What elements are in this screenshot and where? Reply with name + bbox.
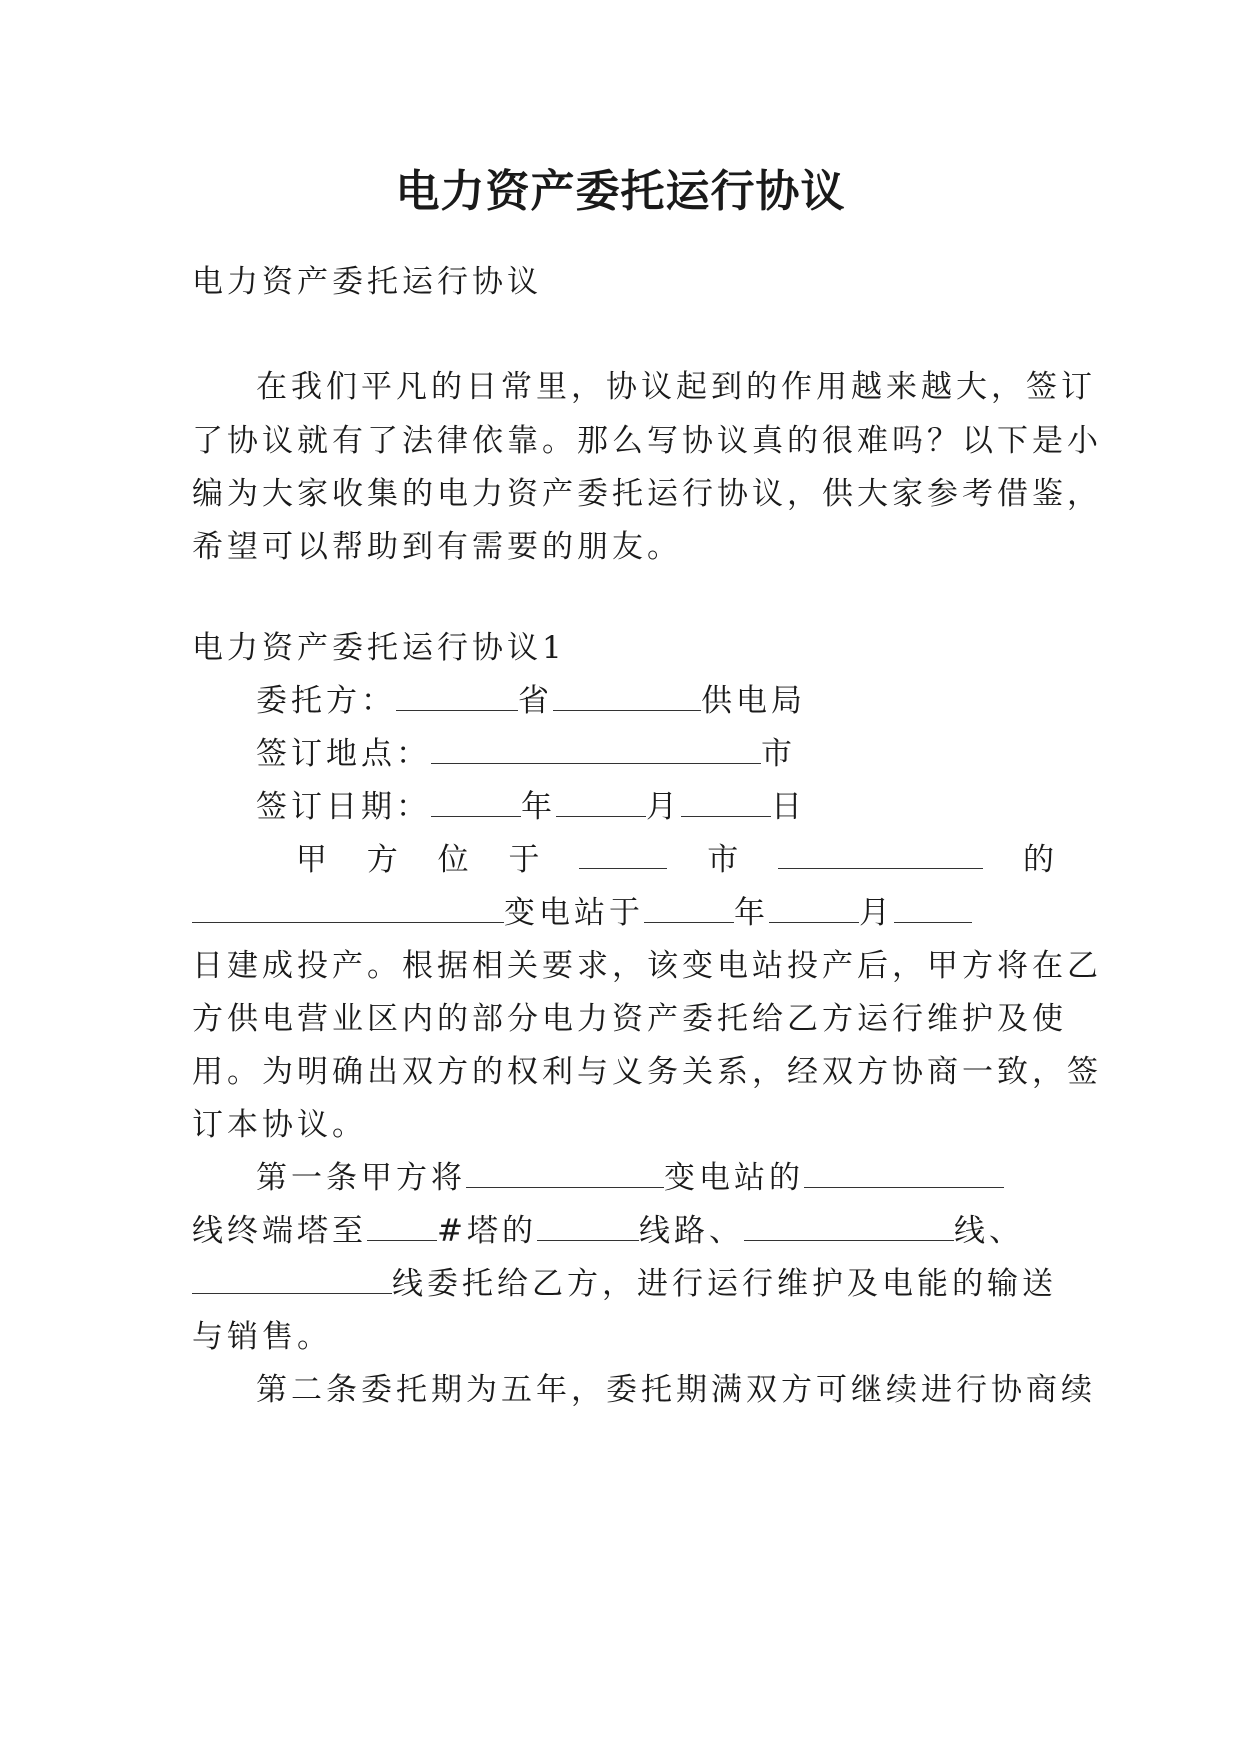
article1-part-e: 线路、 xyxy=(638,1213,744,1249)
month-blank xyxy=(556,788,646,817)
char-wei: 位 xyxy=(437,842,469,878)
month-text: 月 xyxy=(646,789,681,825)
build-month-text: 月 xyxy=(859,895,894,931)
intro-line-3: 编为大家收集的电力资产委托运行协议，供大家参考借鉴， xyxy=(192,476,1102,512)
intro-line-1: 在我们平凡的日常里，协议起到的作用越来越大，签订 xyxy=(256,369,1096,405)
place-line xyxy=(256,734,796,774)
article1-line-3 xyxy=(192,1264,1057,1304)
client-line xyxy=(256,681,806,721)
build-month-blank xyxy=(769,894,859,923)
char-shi: 市 xyxy=(707,842,739,878)
para1-line-1-justified xyxy=(192,840,1054,880)
article1-blank-3 xyxy=(367,1212,437,1241)
location-blank xyxy=(778,840,983,869)
year-blank xyxy=(431,788,521,817)
article1-line-1 xyxy=(256,1158,1004,1198)
article1-part-g: 线委托给乙方，进行运行维护及电能的输送 xyxy=(392,1266,1057,1302)
article1-blank-4 xyxy=(537,1212,639,1241)
city-blank xyxy=(579,840,667,869)
para1-line-5: 用。为明确出双方的权利与义务关系，经双方协商一致，签 xyxy=(192,1054,1102,1090)
article1-line-4: 与销售。 xyxy=(192,1319,332,1355)
client-label: 委托方： xyxy=(256,683,396,719)
article1-blank-5 xyxy=(744,1212,954,1241)
date-line xyxy=(256,787,806,827)
article1-part-d: #塔的 xyxy=(437,1213,537,1249)
para1-line-6: 订本协议。 xyxy=(192,1107,367,1143)
bureau-blank xyxy=(553,682,701,711)
para1-line-4: 方供电营业区内的部分电力资产委托给乙方运行维护及使 xyxy=(192,1001,1067,1037)
build-year-text: 年 xyxy=(734,895,769,931)
para1-line-1 xyxy=(192,840,1054,880)
province-text: 省 xyxy=(518,683,553,719)
place-blank xyxy=(431,735,761,764)
para1-line-3: 日建成投产。根据相关要求，该变电站投产后，甲方将在乙 xyxy=(192,948,1102,984)
article1-blank-2 xyxy=(804,1159,1004,1188)
date-label: 签订日期： xyxy=(256,789,431,825)
province-blank xyxy=(396,682,518,711)
char-jia: 甲 xyxy=(295,842,327,878)
article1-line-2 xyxy=(192,1211,1024,1251)
place-label: 签订地点： xyxy=(256,736,431,772)
article1-part-f: 线、 xyxy=(953,1213,1024,1249)
article1-part-a: 第一条甲方将 xyxy=(256,1160,466,1196)
document-title: 电力资产委托运行协议 xyxy=(395,166,846,217)
intro-line-4: 希望可以帮助到有需要的朋友。 xyxy=(192,529,682,565)
article1-blank-6 xyxy=(192,1265,392,1294)
build-day-blank xyxy=(894,894,972,923)
day-text: 日 xyxy=(771,789,806,825)
char-yu: 于 xyxy=(508,842,540,878)
section-heading: 电力资产委托运行协议1 xyxy=(192,630,566,666)
char-de: 的 xyxy=(1023,842,1054,878)
document-subtitle: 电力资产委托运行协议 xyxy=(192,264,542,300)
article2-line-1: 第二条委托期为五年，委托期满双方可继续进行协商续 xyxy=(256,1372,1096,1408)
build-year-blank xyxy=(644,894,734,923)
para1-line-2 xyxy=(192,893,972,933)
intro-line-2: 了协议就有了法律依靠。那么写协议真的很难吗？以下是小 xyxy=(192,423,1102,459)
city-text: 市 xyxy=(761,736,796,772)
day-blank xyxy=(681,788,771,817)
substation-text: 变电站于 xyxy=(504,895,644,931)
article1-part-b: 变电站的 xyxy=(664,1160,804,1196)
bureau-text: 供电局 xyxy=(701,683,806,719)
article1-blank-1 xyxy=(466,1159,664,1188)
substation-name-blank xyxy=(192,894,504,923)
char-fang: 方 xyxy=(366,842,398,878)
article1-part-c: 线终端塔至 xyxy=(192,1213,367,1249)
year-text: 年 xyxy=(521,789,556,825)
